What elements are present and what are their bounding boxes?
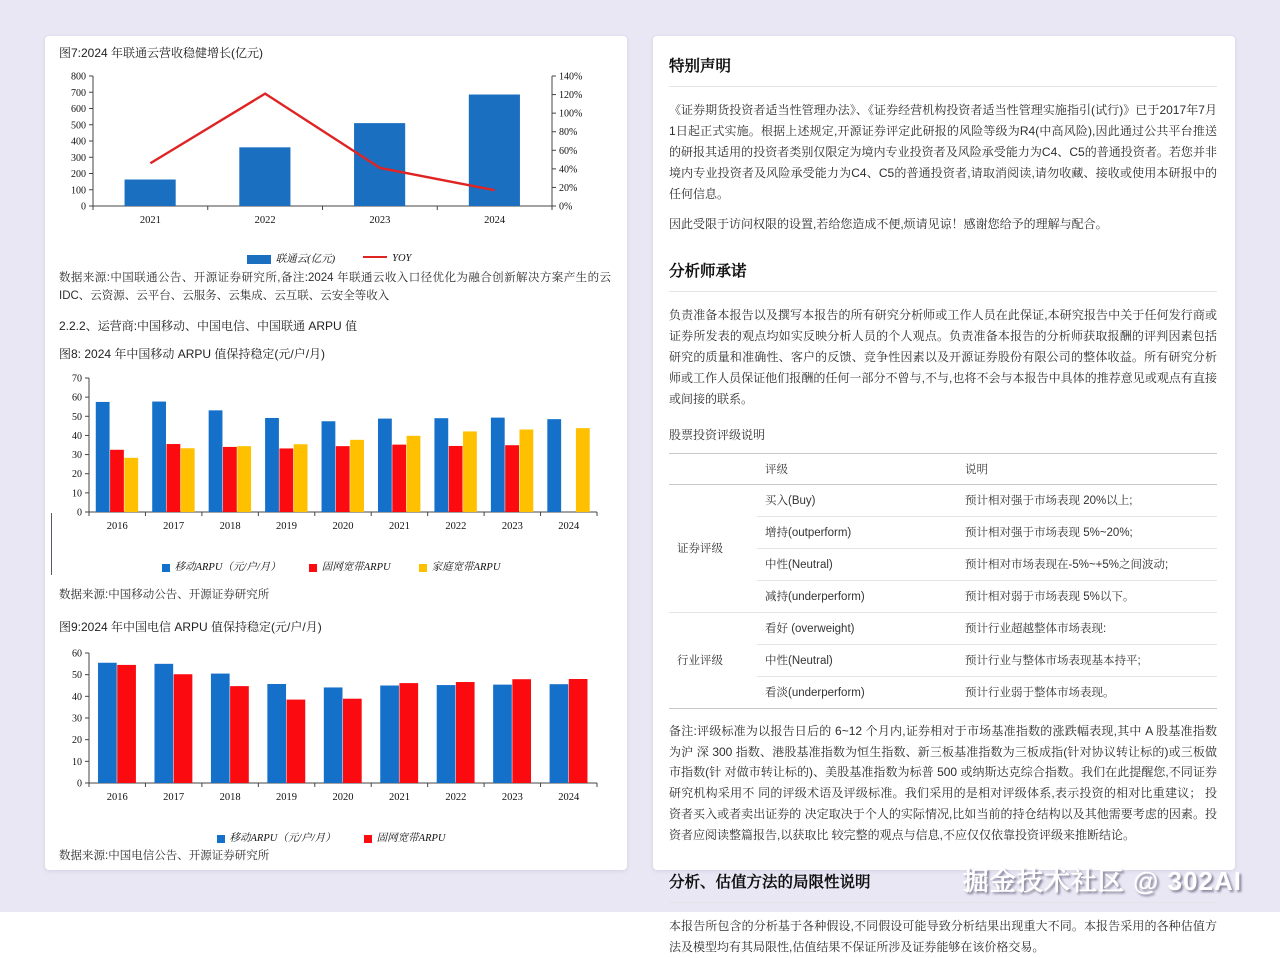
bar-联通云(亿元) xyxy=(125,180,176,206)
rating-name-cell: 买入(Buy) xyxy=(765,495,816,508)
bar-家庭宽带ARPU xyxy=(124,458,138,512)
legend-swatch xyxy=(247,255,271,264)
legend-label: 家庭宽带ARPU xyxy=(431,562,501,573)
analyst-commitment-heading: 分析师承诺 xyxy=(669,259,1217,292)
bar-固网宽带ARPU xyxy=(336,446,350,512)
y2-axis-tick-label: 140% xyxy=(559,71,583,83)
figure9-title: 图9:2024 年中国电信 ARPU 值保持稳定(元/户/月) xyxy=(59,620,322,634)
x-axis-tick-label: 2022 xyxy=(445,792,467,803)
figure9-source-note: 数据来源:中国电信公告、开源证券研究所 xyxy=(59,850,270,862)
legend-swatch xyxy=(217,835,225,843)
x-axis-tick-label: 2020 xyxy=(332,521,354,532)
rating-name-cell: 减持(underperform) xyxy=(757,580,957,612)
bar-固网宽带ARPU xyxy=(167,444,181,512)
bar-固网宽带ARPU xyxy=(117,665,136,783)
rating-table-label: 股票投资评级说明 xyxy=(669,427,766,442)
bar-家庭宽带ARPU xyxy=(519,429,533,512)
bar-家庭宽带ARPU xyxy=(407,436,421,512)
legend-item xyxy=(217,830,336,845)
bar-固网宽带ARPU xyxy=(512,679,531,783)
china-mobile-arpu-chart xyxy=(53,370,609,574)
bar-固网宽带ARPU xyxy=(343,699,362,783)
bar-移动ARPU（元/户/月） xyxy=(493,685,512,783)
legend-item xyxy=(162,559,281,574)
x-axis-tick-label: 2024 xyxy=(558,521,580,532)
rating-name-cell: 看淡(underperform) xyxy=(757,676,957,708)
rating-table-header-rating: 评级 xyxy=(757,453,957,484)
bar-移动ARPU（元/户/月） xyxy=(265,418,279,512)
chart-legend xyxy=(53,251,605,266)
special-statement-paragraph-1: 《证券期货投资者适当性管理办法》、《证券经营机构投资者适当性管理实施指引(试行)》已于2017年7月1日起正式实施。根据上述规定,开源证券评定此研报的风险等级为R4(中高风险),因此通过公共平台推送的研报其适用的投资者类别仅限定为境内专业投资者及风险承受能力为C4、C5的普通投资者。若您并非境内专业投资者及风险承受能力为C4、C5的普通投资者,请取消阅读,请勿收藏、接收或使用本研报中的任何信息。 xyxy=(669,103,1217,201)
rating-group-label: 行业评级 xyxy=(669,612,757,708)
chart-plot-area xyxy=(53,66,598,244)
x-axis-tick-label: 2023 xyxy=(501,521,523,532)
y-axis-tick-label: 600 xyxy=(71,104,86,115)
legend-label: 移动ARPU（元/户/月） xyxy=(174,562,281,573)
y-axis-tick-label: 20 xyxy=(72,469,82,481)
legend-item xyxy=(419,559,501,574)
rating-description-cell: 预计行业弱于整体市场表现。 xyxy=(957,676,1217,708)
figure7-title: 图7:2024 年联通云营收稳健增长(亿元) xyxy=(59,46,264,60)
bar-家庭宽带ARPU xyxy=(237,446,251,512)
figure8-title: 图8: 2024 年中国移动 ARPU 值保持稳定(元/户/月) xyxy=(59,347,326,361)
rating-name-cell: 中性(Neutral) xyxy=(757,548,957,580)
bar-家庭宽带ARPU xyxy=(463,431,477,512)
x-axis-tick-label: 2024 xyxy=(484,215,506,226)
figure8-source-note: 数据来源:中国移动公告、开源证券研究所 xyxy=(59,589,270,601)
rating-group-label: 证券评级 xyxy=(677,543,723,556)
y-axis-tick-label: 30 xyxy=(72,713,82,725)
bar-联通云(亿元) xyxy=(239,147,290,206)
legend-label: 固网宽带ARPU xyxy=(321,562,391,573)
legend-label: 固网宽带ARPU xyxy=(376,833,446,844)
bar-移动ARPU（元/户/月） xyxy=(322,421,336,512)
y-axis-tick-label: 20 xyxy=(72,735,82,747)
limitations-paragraph: 本报告所包含的分析基于各种假设,不同假设可能导致分析结果出现重大不同。本报告采用的各种估值方法及模型均有其局限性,估值结果不保证所涉及证券能够在该价格交易。 xyxy=(669,918,1217,954)
y2-axis-tick-label: 80% xyxy=(559,127,578,139)
unicom-cloud-revenue-chart xyxy=(53,66,605,266)
y-axis-tick-label: 10 xyxy=(72,756,82,768)
bar-移动ARPU（元/户/月） xyxy=(96,402,110,512)
legend-swatch xyxy=(419,564,427,572)
special-statement-heading: 特别声明 xyxy=(669,54,1217,87)
bar-移动ARPU（元/户/月） xyxy=(378,419,392,512)
legend-label: YOY xyxy=(392,253,412,264)
y-axis-tick-label: 50 xyxy=(72,411,82,423)
chart-plot-area xyxy=(53,643,605,823)
report-page-left xyxy=(45,36,627,870)
y-axis-tick-label: 400 xyxy=(71,136,86,148)
x-axis-tick-label: 2021 xyxy=(388,792,410,803)
y2-axis-tick-label: 40% xyxy=(559,164,578,176)
x-axis-tick-label: 2017 xyxy=(163,792,185,803)
y-axis-tick-label: 0 xyxy=(81,201,86,213)
bar-固网宽带ARPU xyxy=(223,447,237,512)
rating-name-cell: 中性(Neutral) xyxy=(757,644,957,676)
bar-固网宽带ARPU xyxy=(174,674,193,783)
x-axis-tick-label: 2022 xyxy=(254,215,276,226)
y-axis-tick-label: 40 xyxy=(72,430,82,442)
y2-axis-tick-label: 120% xyxy=(559,90,583,102)
rating-name-cell: 看好 (overweight) xyxy=(757,612,957,644)
bar-移动ARPU（元/户/月） xyxy=(98,663,117,783)
x-axis-tick-label: 2016 xyxy=(106,792,128,803)
x-axis-tick-label: 2023 xyxy=(501,792,523,803)
rating-table-header-description: 说明 xyxy=(957,453,1217,484)
bar-移动ARPU（元/户/月） xyxy=(437,685,456,783)
analyst-commitment-paragraph: 负责准备本报告以及撰写本报告的所有研究分析师或工作人员在此保证,本研究报告中关于任何发行商或证券所发表的观点均如实反映分析人员的个人观点。负责准备本报告的分析师获取报酬的评判因素包括研究的质量和准确性、客户的反馈、竞争性因素以及开源证券股份有限公司的整体收益。所有研究分析师或工作人员保证他们报酬的任何一部分不曾与,不与,也将不会与本报告中具体的推荐意见或观点有直接或间接的联系。 xyxy=(669,308,1217,406)
x-axis-tick-label: 2018 xyxy=(219,792,241,803)
text-cursor-line xyxy=(51,513,52,575)
line-YOY xyxy=(150,94,494,191)
bar-家庭宽带ARPU xyxy=(576,428,590,512)
bar-移动ARPU（元/户/月） xyxy=(550,684,569,783)
y-axis-tick-label: 500 xyxy=(71,120,86,132)
x-axis-tick-label: 2024 xyxy=(558,792,580,803)
y-axis-tick-label: 40 xyxy=(72,691,82,703)
y-axis-tick-label: 300 xyxy=(71,152,86,164)
bar-固网宽带ARPU xyxy=(399,683,418,783)
rating-name-cell: 增持(outperform) xyxy=(757,516,957,548)
x-axis-tick-label: 2018 xyxy=(219,521,241,532)
bar-移动ARPU（元/户/月） xyxy=(324,687,343,783)
chart-legend xyxy=(53,830,609,845)
rating-description-cell: 预计相对市场表现在-5%~+5%之间波动; xyxy=(957,548,1217,580)
x-axis-tick-label: 2022 xyxy=(445,521,467,532)
rating-table-row xyxy=(669,484,1217,516)
bar-固网宽带ARPU xyxy=(110,450,124,512)
bar-移动ARPU（元/户/月） xyxy=(434,418,448,512)
chart-plot-area xyxy=(53,370,605,552)
y-axis-tick-label: 50 xyxy=(72,670,82,682)
y-axis-tick-label: 0 xyxy=(77,778,82,790)
x-axis-tick-label: 2019 xyxy=(276,521,298,532)
bar-联通云(亿元) xyxy=(354,123,405,206)
x-axis-tick-label: 2019 xyxy=(276,792,298,803)
y-axis-tick-label: 0 xyxy=(77,507,82,519)
y2-axis-tick-label: 0% xyxy=(559,201,573,213)
x-axis-tick-label: 2017 xyxy=(163,521,185,532)
bar-固网宽带ARPU xyxy=(392,445,406,512)
chart-legend xyxy=(53,559,609,574)
bar-固网宽带ARPU xyxy=(230,686,249,783)
y2-axis-tick-label: 100% xyxy=(559,108,583,120)
rating-description-cell: 预计相对强于市场表现 20%以上; xyxy=(965,495,1133,508)
legend-item xyxy=(364,830,446,845)
y-axis-tick-label: 70 xyxy=(72,373,82,385)
y-axis-tick-label: 10 xyxy=(72,488,82,500)
section-heading-2-2-2: 2.2.2、运营商:中国移动、中国电信、中国联通 ARPU 值 xyxy=(59,319,358,333)
rating-table-header-empty xyxy=(669,453,757,484)
y-axis-tick-label: 800 xyxy=(71,71,86,83)
bar-移动ARPU（元/户/月） xyxy=(209,410,223,512)
y-axis-tick-label: 200 xyxy=(71,169,86,180)
y-axis-tick-label: 700 xyxy=(71,87,86,99)
bar-家庭宽带ARPU xyxy=(181,448,195,512)
rating-description-cell: 预计行业超越整体市场表现: xyxy=(957,612,1217,644)
bar-移动ARPU（元/户/月） xyxy=(491,418,505,512)
legend-swatch xyxy=(162,564,170,572)
bar-固网宽带ARPU xyxy=(279,448,293,512)
legend-item xyxy=(363,253,411,264)
y-axis-tick-label: 30 xyxy=(72,450,82,462)
y-axis-tick-label: 60 xyxy=(72,648,82,660)
x-axis-tick-label: 2020 xyxy=(332,792,354,803)
rating-table-row xyxy=(669,612,1217,644)
stock-rating-table xyxy=(669,453,1217,709)
bar-移动ARPU（元/户/月） xyxy=(547,419,561,512)
watermark: 掘金技术社区 @ 302AI xyxy=(962,866,1242,896)
legend-item xyxy=(309,559,391,574)
legend-swatch xyxy=(363,256,387,259)
bar-移动ARPU（元/户/月） xyxy=(211,674,230,783)
bar-移动ARPU（元/户/月） xyxy=(267,684,286,783)
y2-axis-tick-label: 20% xyxy=(559,182,578,194)
rating-description-cell: 预计相对强于市场表现 5%~20%; xyxy=(957,516,1217,548)
legend-label: 移动ARPU（元/户/月） xyxy=(229,833,336,844)
x-axis-tick-label: 2021 xyxy=(388,521,410,532)
bar-家庭宽带ARPU xyxy=(294,444,308,512)
bar-固网宽带ARPU xyxy=(569,679,588,783)
x-axis-tick-label: 2023 xyxy=(369,215,391,226)
special-statement-paragraph-2: 因此受限于访问权限的设置,若给您造成不便,烦请见谅！感谢您给予的理解与配合。 xyxy=(669,217,1108,232)
rating-description-cell: 预计行业与整体市场表现基本持平; xyxy=(957,644,1217,676)
x-axis-tick-label: 2016 xyxy=(106,521,128,532)
legend-swatch xyxy=(364,835,372,843)
bar-移动ARPU（元/户/月） xyxy=(152,402,166,512)
x-axis-tick-label: 2021 xyxy=(139,215,161,226)
bar-家庭宽带ARPU xyxy=(350,440,364,512)
legend-item xyxy=(247,251,336,266)
rating-note-paragraph: 备注:评级标准为以报告日后的 6~12 个月内,证券相对于市场基准指数的涨跌幅表现,其中 A 股基准指数为沪 深 300 指数、港股基准指数为恒生指数、新三板基准指数为三板成指(针对协议转让标的)或三板做市指数(针 对做市转让标的)、美股基准指数为标普 500 或纳斯达克综合指数。我们在此提醒您,不同证券研究机构采用不 同的评级术语及评级标准。我们采用的是相对评级体系,表示投资的相对比重建议； 投资者买入或者卖出证券的 决定取决于个人的实际情况,比如当前的持仓结构以及其他需要考虑的因素。投资者应阅读整篇报告,以获取比 较完整的观点与信息,不应仅仅依靠投资评级来推断结论。 xyxy=(669,723,1217,842)
legend-label: 联通云(亿元) xyxy=(275,254,336,265)
rating-table-header-row xyxy=(669,453,1217,484)
bar-固网宽带ARPU xyxy=(449,446,463,512)
limitations-heading: 分析、估值方法的局限性说明 xyxy=(669,870,1217,903)
rating-description-cell: 预计相对弱于市场表现 5%以下。 xyxy=(957,580,1217,612)
legend-swatch xyxy=(309,564,317,572)
y-axis-tick-label: 100 xyxy=(71,185,86,197)
figure7-source-note: 数据来源:中国联通公告、开源证券研究所,备注:2024 年联通云收入口径优化为融合创新解决方案产生的云 IDC、云资源、云平台、云服务、云集成、云互联、云安全等收入 xyxy=(59,272,611,302)
y-axis-tick-label: 60 xyxy=(72,392,82,404)
bar-固网宽带ARPU xyxy=(505,445,519,512)
y2-axis-tick-label: 60% xyxy=(559,145,578,157)
china-telecom-arpu-chart xyxy=(53,643,609,845)
bar-移动ARPU（元/户/月） xyxy=(380,686,399,784)
bar-固网宽带ARPU xyxy=(287,700,306,783)
bar-固网宽带ARPU xyxy=(456,682,475,783)
bar-移动ARPU（元/户/月） xyxy=(154,664,173,783)
